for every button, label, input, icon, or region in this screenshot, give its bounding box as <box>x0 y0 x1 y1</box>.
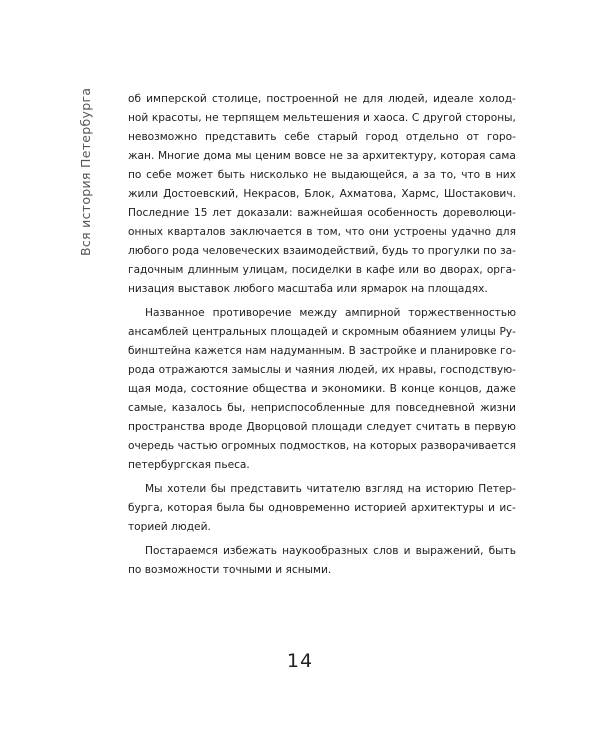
text-line: по возможности точными и ясными. <box>128 564 332 576</box>
text-line: петербургская пьеса. <box>128 459 250 471</box>
running-title: Вся история Петербурга <box>78 87 93 256</box>
page-number: 14 <box>286 650 314 672</box>
text-line: Последние 15 лет доказали: важнейшая особенность дореволюци- <box>128 207 516 219</box>
text-line: самые, казалось бы, неприспособленные для повседневной жизни <box>128 402 516 414</box>
body-text <box>128 90 516 580</box>
text-line: жан. Многие дома мы ценим вовсе не за архитектуру, которая сама <box>128 150 516 162</box>
text-line: Названное противоречие между ампирной торжественностью <box>145 307 516 319</box>
text-line: Мы хотели бы представить читателю взгляд на историю Петер- <box>145 483 516 495</box>
text-line: пространства вроде Дворцовой площади следует считать в первую <box>128 421 516 433</box>
text-line: жили Достоевский, Некрасов, Блок, Ахматова, Хармс, Шостакович. <box>128 188 516 200</box>
text-line: очередь частью огромных подмостков, на которых разворачивается <box>128 440 516 452</box>
text-line: по себе может быть нисколько не выдающейся, а за то, что в них <box>128 169 516 181</box>
text-line: низация выставок любого масштаба или ярмарок на площадях. <box>128 283 488 295</box>
text-line: Постараемся избежать наукообразных слов и выражений, быть <box>145 545 516 557</box>
text-line: онных кварталов заключается в том, что они устроены удачно для <box>128 226 516 238</box>
text-line: об имперской столице, построенной не для людей, идеале холод- <box>128 93 516 105</box>
text-line: гадочным длинным улицам, посиделки в кафе или во дворах, орга- <box>128 264 516 276</box>
text-line: невозможно представить себе старый город отдельно от горо- <box>128 131 516 143</box>
text-line: торией людей. <box>128 521 211 533</box>
text-line: щая мода, состояние общества и экономики. В конце концов, даже <box>128 383 516 395</box>
text-line: любого рода человеческих взаимодействий, будь то прогулки по за- <box>128 245 516 257</box>
text-line: рода отражаются замыслы и чаяния людей, их нравы, господствую- <box>128 364 516 376</box>
text-line: ной красоты, не терпящем мельтешения и хаоса. С другой стороны, <box>128 112 516 124</box>
text-line: бинштейна кажется нам надуманным. В застройке и планировке го- <box>128 345 516 357</box>
text-line: ансамблей центральных площадей и скромным обаянием улицы Ру- <box>128 326 516 338</box>
text-line: бурга, которая была бы одновременно историей архитектуры и ис- <box>128 502 516 514</box>
